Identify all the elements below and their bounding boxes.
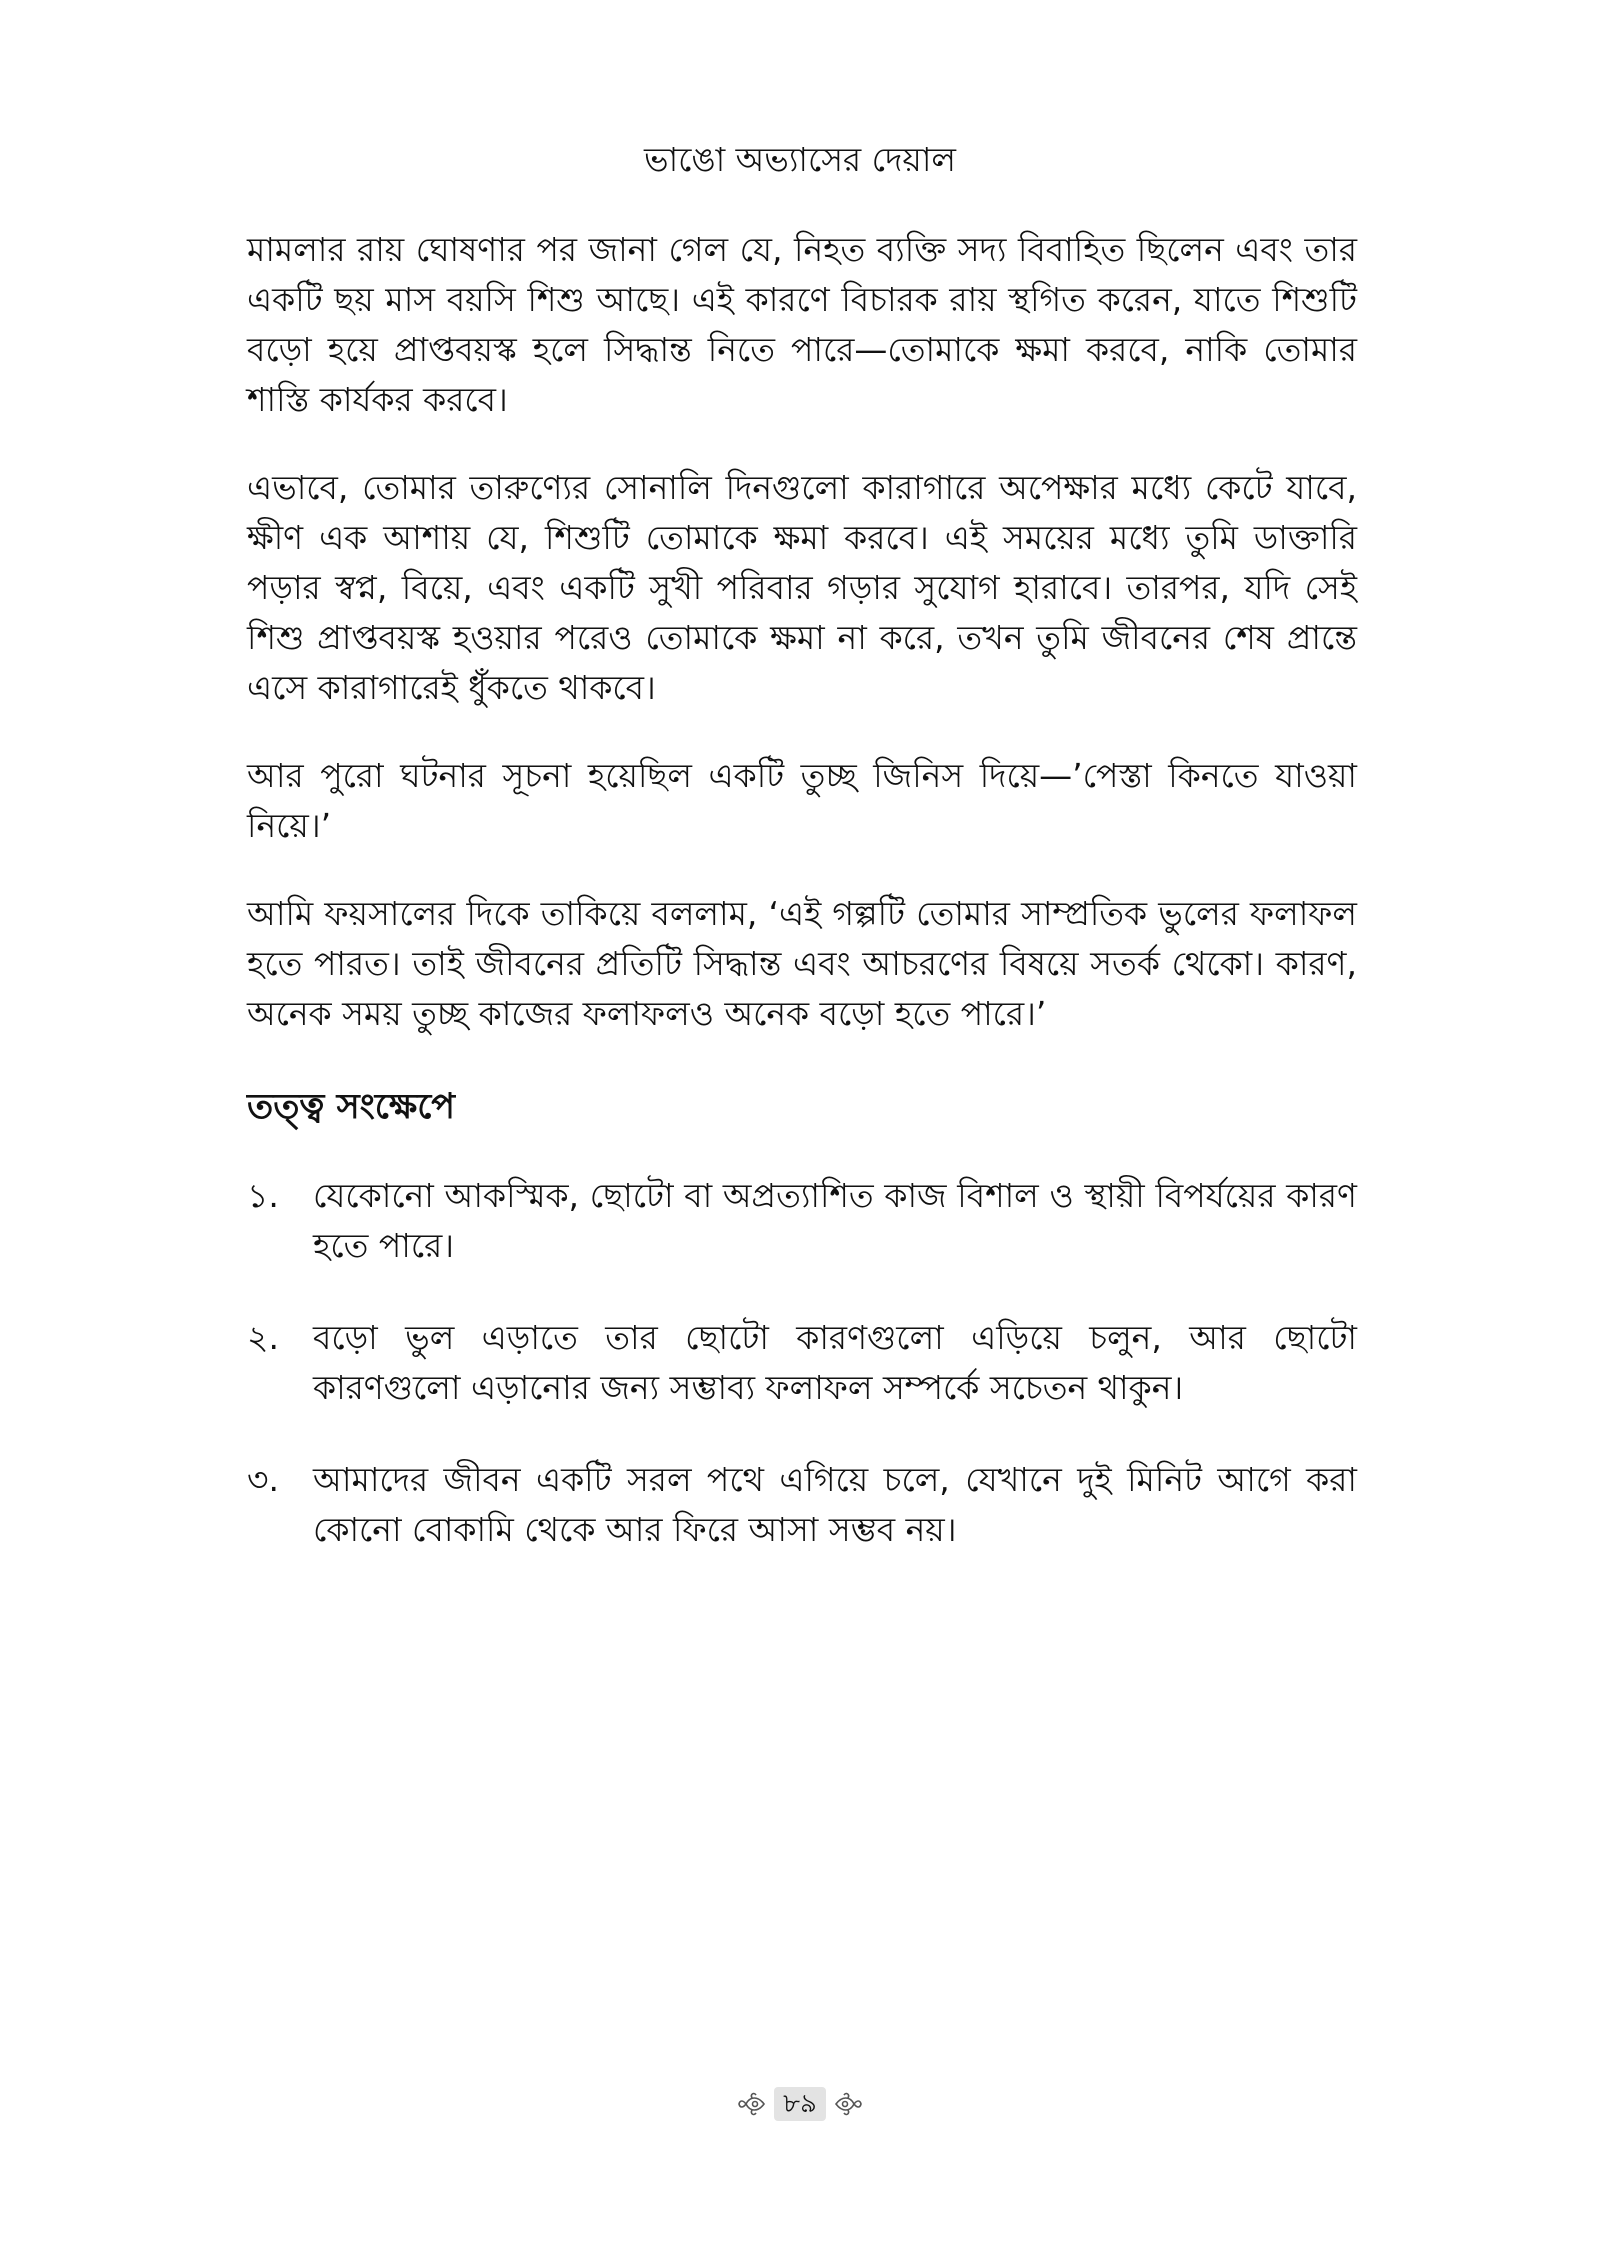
page-body bbox=[247, 225, 1357, 1597]
summary-item-3 bbox=[247, 1455, 1357, 1555]
summary-list bbox=[247, 1171, 1357, 1555]
page-number: ৮৯ bbox=[774, 2087, 826, 2121]
body-paragraph-1: মামলার রায় ঘোষণার পর জানা গেল যে, নিহত ব্যক্তি সদ্য বিবাহিত ছিলেন এবং তার একটি ছয় মাস বয়সি শিশু আছে। এই কারণে বিচারক রায় স্থগিত করেন, যাতে শিশুটি বড়ো হয়ে প্রাপ্তবয়স্ক হলে সিদ্ধান্ত নিতে পারে—তোমাকে ক্ষমা করবে, নাকি তোমার শাস্তি কার্যকর করবে। bbox=[247, 230, 1357, 419]
summary-heading: তত্ত্ব সংক্ষেপে bbox=[247, 1087, 456, 1127]
running-header: ভাঙো অভ্যাসের দেয়াল bbox=[643, 140, 956, 179]
body-paragraph-4: আমি ফয়সালের দিকে তাকিয়ে বললাম, ‘এই গল্পটি তোমার সাম্প্রতিক ভুলের ফলাফল হতে পারত। তাই জীবনের প্রতিটি সিদ্ধান্ত এবং আচরণের বিষয়ে সতর্ক থেকো। কারণ, অনেক সময় তুচ্ছ কাজের ফলাফলও অনেক বড়ো হতে পারে।’ bbox=[247, 894, 1357, 1033]
summary-item-number: ১. bbox=[247, 1176, 279, 1215]
summary-item-1 bbox=[247, 1171, 1357, 1271]
floral-ornament-right-icon bbox=[834, 2090, 862, 2118]
body-paragraph-2: এভাবে, তোমার তারুণ্যের সোনালি দিনগুলো কারাগারে অপেক্ষার মধ্যে কেটে যাবে, ক্ষীণ এক আশায় যে, শিশুটি তোমাকে ক্ষমা করবে। এই সময়ের মধ্যে তুমি ডাক্তারি পড়ার স্বপ্ন, বিয়ে, এবং একটি সুখী পরিবার গড়ার সুযোগ হারাবে। তারপর, যদি সেই শিশু প্রাপ্তবয়স্ক হওয়ার পরেও তোমাকে ক্ষমা না করে, তখন তুমি জীবনের শেষ প্রান্তে এসে কারাগারেই ধুঁকতে থাকবে। bbox=[247, 468, 1357, 707]
summary-item-text: বড়ো ভুল এড়াতে তার ছোটো কারণগুলো এড়িয়ে চলুন, আর ছোটো কারণগুলো এড়ানোর জন্য সম্ভাব্য ফলাফল সম্পর্কে সচেতন থাকুন। bbox=[313, 1318, 1357, 1407]
summary-item-number: ২. bbox=[247, 1318, 279, 1357]
floral-ornament-left-icon bbox=[738, 2090, 766, 2118]
body-paragraph-3: আর পুরো ঘটনার সূচনা হয়েছিল একটি তুচ্ছ জিনিস দিয়ে—’পেস্তা কিনতে যাওয়া নিয়ে।’ bbox=[247, 756, 1357, 845]
summary-item-number: ৩. bbox=[247, 1460, 279, 1499]
summary-item-2 bbox=[247, 1313, 1357, 1413]
page-number-footer bbox=[734, 2084, 866, 2124]
summary-item-text: যেকোনো আকস্মিক, ছোটো বা অপ্রত্যাশিত কাজ বিশাল ও স্থায়ী বিপর্যয়ের কারণ হতে পারে। bbox=[313, 1176, 1357, 1265]
summary-item-text: আমাদের জীবন একটি সরল পথে এগিয়ে চলে, যেখানে দুই মিনিট আগে করা কোনো বোকামি থেকে আর ফিরে আসা সম্ভব নয়। bbox=[313, 1460, 1357, 1549]
